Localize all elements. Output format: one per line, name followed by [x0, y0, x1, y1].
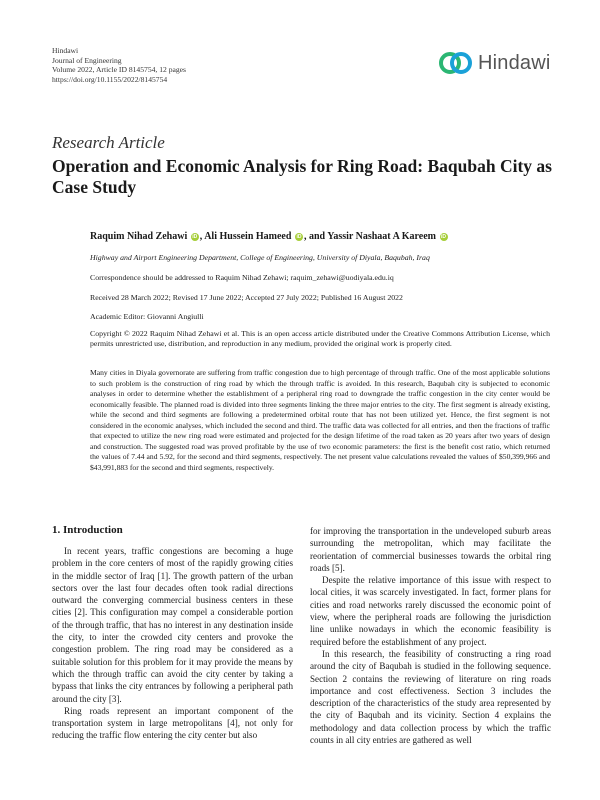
section-heading: 1. Introduction [52, 524, 123, 536]
orcid-icon[interactable]: iD [192, 233, 198, 240]
article-type: Research Article [52, 133, 165, 152]
paragraph: Ring roads represent an important component of the transportation system in large metropolitans [4], not only for reducing the traffic flow entering the city center but also [52, 705, 293, 741]
affiliation: Highway and Airport Engineering Department, College of Engineering, University of Diyala, Baqubah, Iraq [90, 253, 430, 262]
author-name[interactable]: Raquim Nihad Zehawi [90, 231, 188, 242]
paragraph: In recent years, traffic congestions are becoming a huge problem in the core centers of most of the rapidly growing cities in the middle sector of Iraq [1]. The growth pattern of the urban sectors over the last four decades often took radial directions outward the converging commercial business centers in these cities [2]. This configuration may compel a considerable portion of the through traffic, that has no interest in any destination inside the city, to inter the crowded city centers and provoke the congestion problem. The ring road may be considered as a suitable solution for this problem for it may provide the means by which the through traffic can avoid the city center by taking a bypass that links the city entrances by following a peripheral path around the city [3]. [52, 546, 293, 704]
journal-metadata [52, 46, 186, 84]
body-column-right [310, 525, 551, 746]
paragraph: for improving the transportation in the undeveloped suburb areas surrounding the metropolitan, which may facilitate the reorientation of commercial businesses towards the orbital ring roads [5]. [310, 526, 551, 573]
publisher-name: Hindawi [52, 46, 79, 55]
abstract: Many cities in Diyala governorate are suffering from traffic congestion due to high percentage of through traffic. One of the most applicable solutions to such problem is the construction of ring road by which the through traffic is avoided. In this research, Baqubah city is subjected to economic analyses in order to determine whether the establishment of a peripheral ring road to downgrade the traffic congestion in the city center would be economically feasible. The planned road is divided into three segments linking the three major entries to the city. The first segment is already existing, while the second and third segments are following a predetermined orbital route that has not been utilized yet. Hence, the first segment is not considered in the economic analyses, which included the second and third. The traffic data was collected for all entries, and then the fractions of traffic that expected to utilize the new ring road were estimated and projected for the design lifetime of the road taken as 20 years after two years of design and construction. The suggested road was proved profitable by the use of two economic parameters: the first is the benefit cost ratio, which returned the values of 7.44 and 5.92, for the second and third segments, respectively. The net present value calculations revealed the values of $50,399,966 and $43,991,883 for the second and third segments, respectively. [90, 368, 550, 472]
copyright-notice: Copyright © 2022 Raquim Nihad Zehawi et al. This is an open access article distributed under the Creative Commons Attribution License, which permits unrestricted use, distribution, and reproduction in any medium, provided the original work is properly cited. [90, 329, 550, 349]
author-separator: , and [303, 231, 328, 242]
doi-link[interactable]: https://doi.org/10.1155/2022/8145754 [52, 74, 168, 84]
publication-dates: Received 28 March 2022; Revised 17 June 2022; Accepted 27 July 2022; Published 16 August 2022 [90, 293, 403, 302]
paragraph: Despite the relative importance of this issue with respect to local cities, it was scarcely investigated. In fact, former plans for cities and road networks rarely discussed the economic point of view, where the peripheral roads are following the jurisdiction line unlike nowadays in which the economic feasibility is required before the establishment of any project. [310, 575, 551, 647]
paragraph: In this research, the feasibility of constructing a ring road around the city of Baqubah is studied in the following sequence. Section 2 contains the reviewing of literature on ring roads importance and cost effectiveness. Section 3 includes the description of the characteristics of the study area represented by the city of Baqubah and its vicinity. Section 4 explains the methodology and data collection process by which the traffic counts in all city entries are gathered as well [310, 648, 551, 746]
academic-editor: Academic Editor: Giovanni Angiulli [90, 312, 204, 321]
volume-info: Volume 2022, Article ID 8145754, 12 pages [52, 65, 186, 75]
body-column-left [52, 545, 293, 742]
author-name[interactable]: Yassir Nashaat A Kareem [327, 231, 437, 242]
orcid-icon[interactable]: iD [296, 233, 302, 240]
correspondence: Correspondence should be addressed to Raquim Nihad Zehawi; raquim_zehawi@uodiyala.edu.iq [90, 273, 394, 282]
author-list [90, 231, 449, 242]
hindawi-logo[interactable] [438, 48, 556, 82]
orcid-icon[interactable]: iD [441, 233, 447, 240]
author-name[interactable]: Ali Hussein Hameed [204, 231, 292, 242]
article-title: Operation and Economic Analysis for Ring Road: Baqubah City as Case Study [52, 156, 552, 197]
journal-name: Journal of Engineering [52, 55, 122, 65]
hindawi-logo-mark [438, 48, 474, 78]
author-separator: , [199, 231, 205, 242]
hindawi-logo-text: Hindawi [478, 52, 551, 74]
